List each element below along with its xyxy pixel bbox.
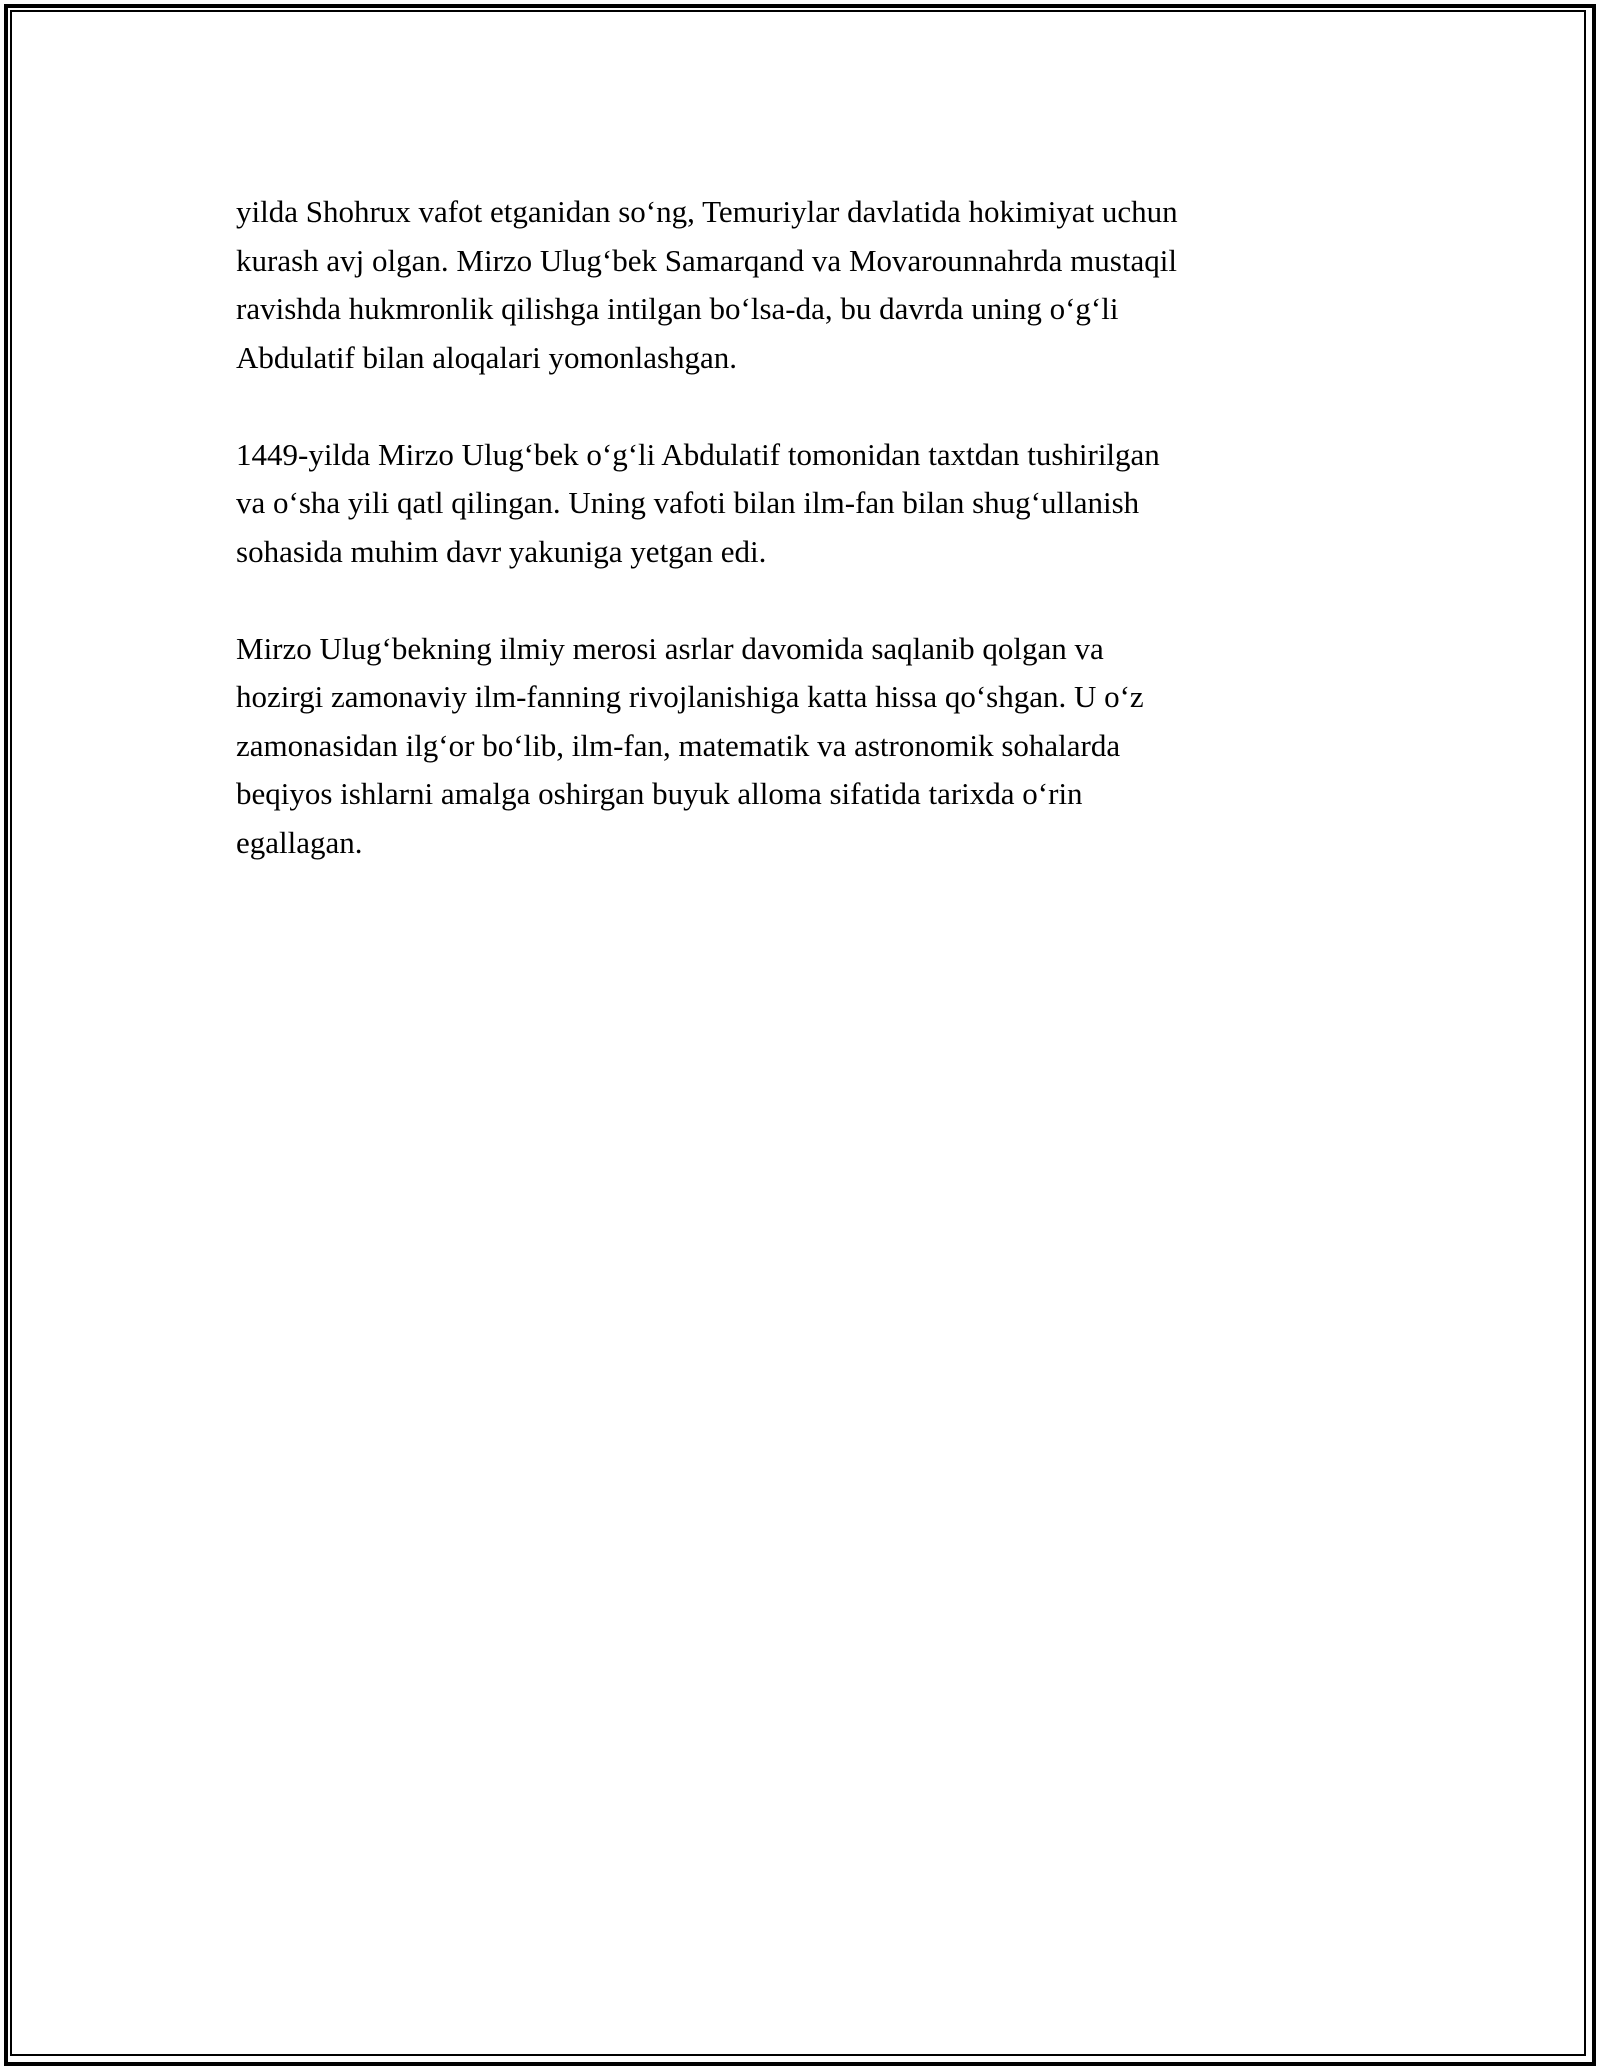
document-body xyxy=(236,188,1376,916)
text-line: Abdulatif bilan aloqalari yomonlashgan. xyxy=(236,339,738,375)
text-line: sohasida muhim davr yakuniga yetgan edi. xyxy=(236,533,767,569)
paragraph-3 xyxy=(236,625,1376,868)
text-line: zamonasidan ilg‘or bo‘lib, ilm-fan, matematik va astronomik sohalarda xyxy=(236,727,1121,763)
text-line: Mirzo Ulug‘bekning ilmiy merosi asrlar davomida saqlanib qolgan va xyxy=(236,630,1104,666)
text-line: egallagan. xyxy=(236,824,363,860)
text-line: kurash avj olgan. Mirzo Ulug‘bek Samarqand va Movarounnahrda mustaqil xyxy=(236,242,1177,278)
text-line: ravishda hukmronlik qilishga intilgan bo‘lsa-da, bu davrda uning o‘g‘li xyxy=(236,291,1119,326)
text-line: hozirgi zamonaviy ilm-fanning rivojlanishiga katta hissa qo‘shgan. U o‘z xyxy=(236,679,1144,714)
paragraph-2 xyxy=(236,431,1376,577)
text-line: 1449-yilda Mirzo Ulug‘bek o‘g‘li Abdulatif tomonidan taxtdan tushirilgan xyxy=(236,436,1160,472)
paragraph-1 xyxy=(236,188,1376,382)
text-line: beqiyos ishlarni amalga oshirgan buyuk alloma sifatida tarixda o‘rin xyxy=(236,776,1083,811)
text-line: va o‘sha yili qatl qilingan. Uning vafoti bilan ilm-fan bilan shug‘ullanish xyxy=(236,485,1140,520)
text-line: yilda Shohrux vafot etganidan so‘ng, Temuriylar davlatida hokimiyat uchun xyxy=(236,194,1178,229)
